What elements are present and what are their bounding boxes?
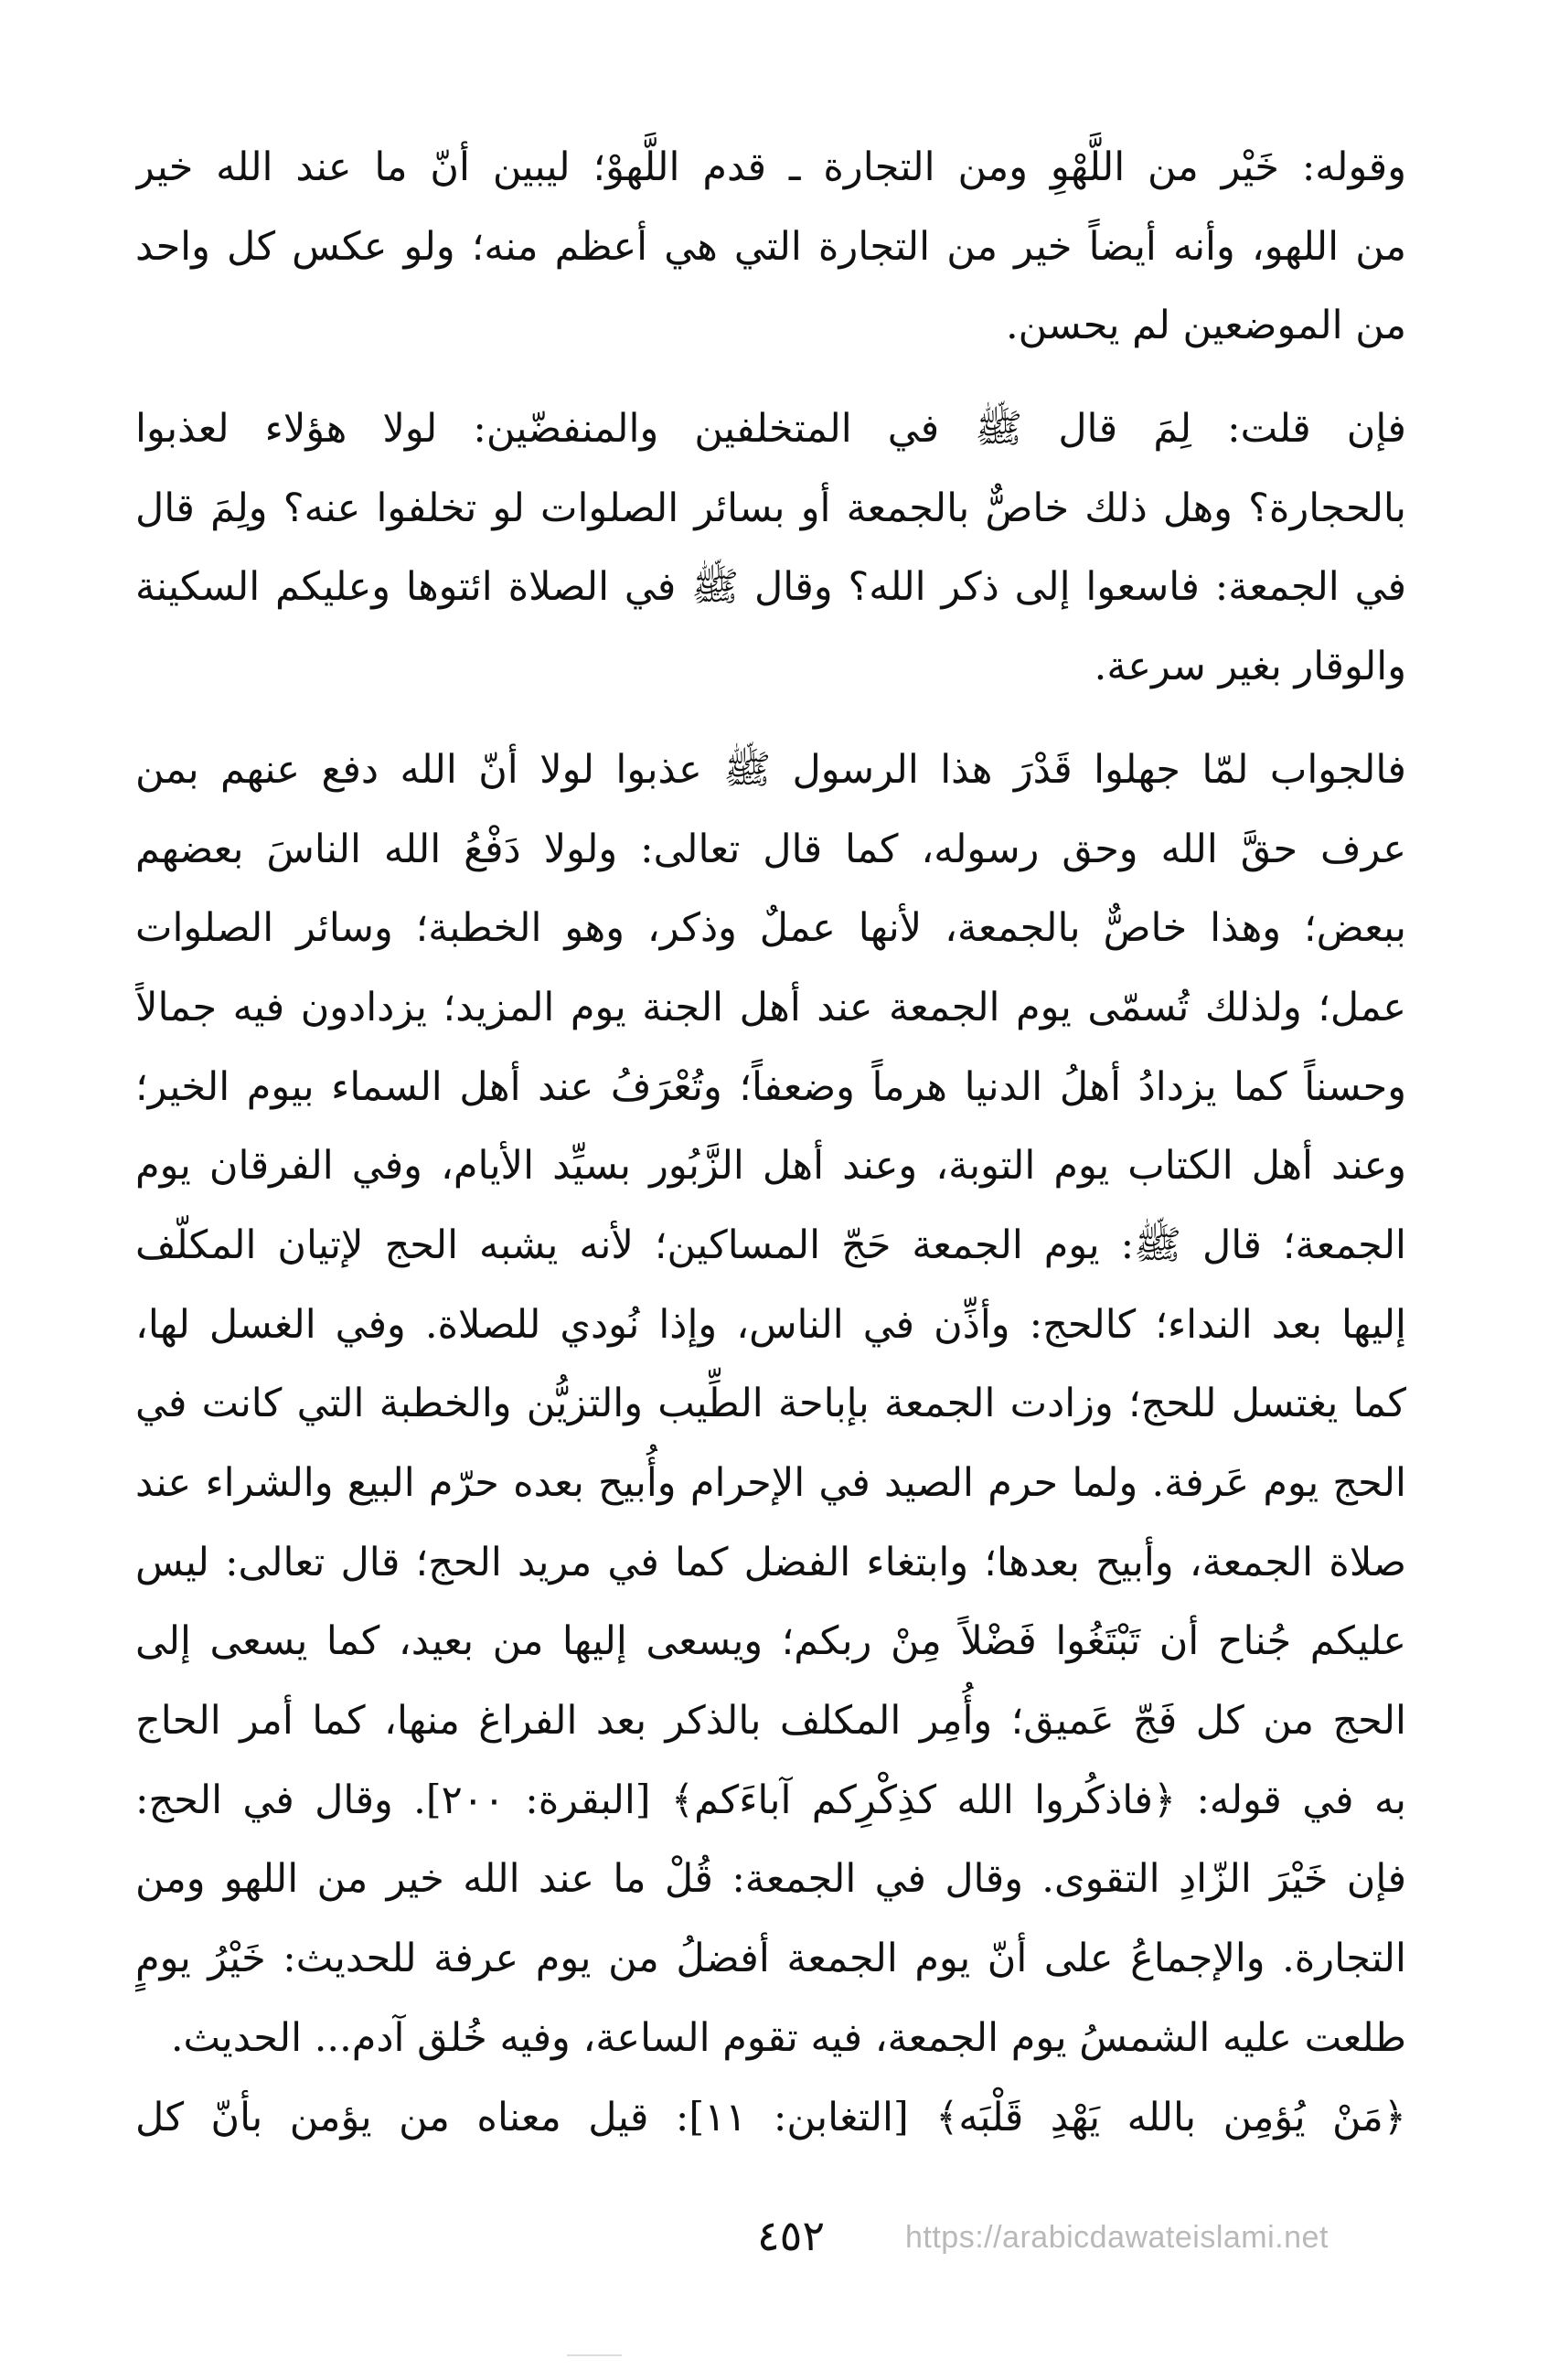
text-line: إليها بعد النداء؛ كالحج: وأذِّن في الناس، وإذا نُودي للصلاة. وفي الغسل لها، [135, 1301, 1406, 1348]
text-line: وقوله: خَيْر من اللَّهْوِ ومن التجارة ـ قدم اللَّهوْ؛ ليبين أنّ ما عند الله خير [135, 144, 1406, 190]
text-line: من اللهو، وأنه أيضاً خير من التجارة التي هي أعظم منه؛ ولو عكس كل واحد [135, 223, 1406, 270]
text-line: ﴿مَنْ يُؤمِن بالله يَهْدِ قَلْبَه﴾ [التغابن: ١١]: قيل معناه من يؤمن بأنّ كل [135, 2094, 1406, 2140]
text-line: من الموضعين لم يحسن. [1005, 303, 1406, 349]
text-line: فإن قلت: لِمَ قال ﷺ في المتخلفين والمنفضّين: لولا هؤلاء لعذبوا [135, 406, 1406, 453]
text-line: والوقار بغير سرعة. [1094, 644, 1406, 690]
text-line: كما يغتسل للحج؛ وزادت الجمعة بإباحة الطِّيب والتزيُّن والخطبة التي كانت في [135, 1381, 1406, 1427]
body-text [135, 128, 1406, 2157]
text-line: الحج من كل فَجّ عَميق؛ وأُمِر المكلف بالذكر بعد الفراغ منها، كما أمر الحاج [135, 1698, 1406, 1745]
text-line: طلعت عليه الشمسُ يوم الجمعة، فيه تقوم الساعة، وفيه خُلق آدم... الحديث. [170, 2014, 1406, 2061]
text-line: التجارة. والإجماعُ على أنّ يوم الجمعة أفضلُ من يوم عرفة للحديث: خَيْرُ يومٍ [135, 1936, 1406, 1982]
text-line: عرف حقَّ الله وحق رسوله، كما قال تعالى: ولولا دَفْعُ الله الناسَ بعضهم [135, 826, 1406, 872]
scan-mark [567, 2354, 622, 2356]
text-line: وعند أهل الكتاب يوم التوبة، وعند أهل الزَّبُور بسيِّد الأيام، وفي الفرقان يوم [135, 1143, 1406, 1190]
text-line: صلاة الجمعة، وأبيح بعدها؛ وابتغاء الفضل كما في مريد الحج؛ قال تعالى: ليس [135, 1539, 1406, 1585]
text-line: به في قوله: ﴿فاذكُروا الله كذِكْرِكم آباءَكم﴾ [البقرة: ٢٠٠]. وقال في الحج: [135, 1777, 1406, 1823]
page-number: ٤٥٢ [756, 2211, 826, 2260]
text-line: الحج يوم عَرفة. ولما حرم الصيد في الإحرام وأُبيح بعده حرّم البيع والشراء عند [135, 1460, 1406, 1506]
text-line: فإن خَيْرَ الزّادِ التقوى. وقال في الجمعة: قُلْ ما عند الله خير من اللهو ومن [135, 1856, 1406, 1903]
text-line: عليكم جُناح أن تَبْتَغُوا فَضْلاً مِنْ ربكم؛ ويسعى إليها من بعيد، كما يسعى إلى [135, 1618, 1406, 1665]
text-line: ببعض؛ وهذا خاصٌّ بالجمعة، لأنها عملٌ وذكر، وهو الخطبة؛ وسائر الصلوات [135, 905, 1406, 952]
paragraph-4 [135, 2078, 1406, 2158]
paragraph-1 [135, 128, 1406, 366]
watermark-url: https://arabicdawateislami.net [905, 2220, 1329, 2255]
paragraph-3 [135, 731, 1406, 2078]
text-line: في الجمعة: فاسعوا إلى ذكر الله؟ وقال ﷺ في الصلاة ائتوها وعليكم السكينة [135, 564, 1406, 611]
text-line: عمل؛ ولذلك تُسمّى يوم الجمعة عند أهل الجنة يوم المزيد؛ يزدادون فيه جمالاً [135, 984, 1406, 1030]
text-line: وحسناً كما يزدادُ أهلُ الدنيا هرماً وضعفاً؛ وتُعْرَفُ عند أهل السماء بيوم الخير؛ [135, 1063, 1406, 1110]
text-line: الجمعة؛ قال ﷺ: يوم الجمعة حَجّ المساكين؛ لأنه يشبه الحج لإتيان المكلّف [135, 1222, 1406, 1268]
text-line: بالحجارة؟ وهل ذلك خاصٌّ بالجمعة أو بسائر الصلوات لو تخلفوا عنه؟ ولِمَ قال [135, 485, 1406, 531]
page-footer [0, 2208, 1559, 2263]
text-line: فالجواب لمّا جهلوا قَدْرَ هذا الرسول ﷺ عذبوا لولا أنّ الله دفع عنهم بمن [135, 746, 1406, 793]
paragraph-2 [135, 390, 1406, 707]
